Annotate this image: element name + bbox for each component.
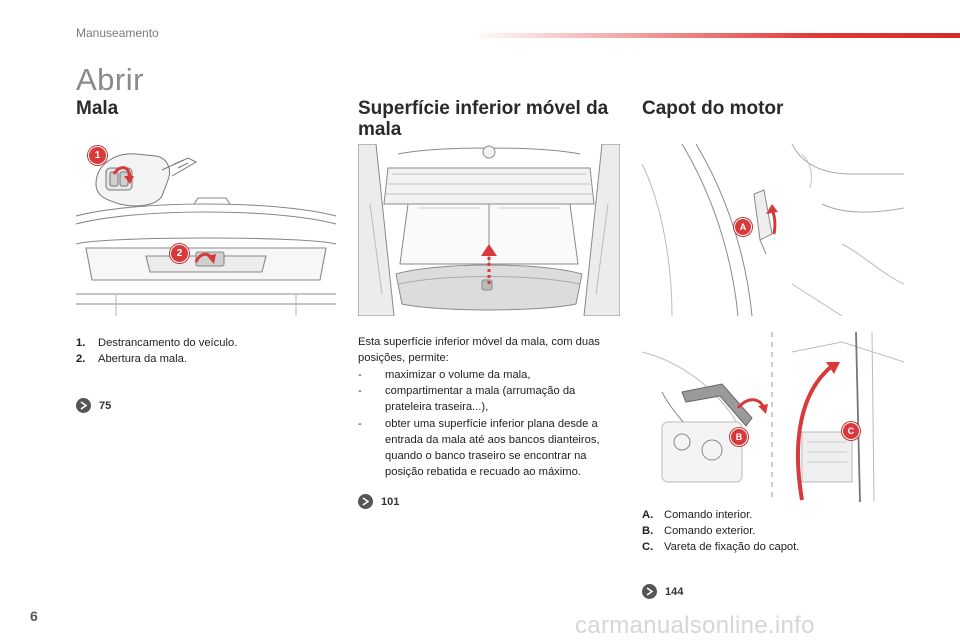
section-header: Manuseamento (76, 26, 159, 40)
callout-2: 2 (170, 244, 189, 263)
floor-illustration (358, 144, 620, 316)
floor-title: Superfície inferior móvel da mala (358, 98, 609, 140)
page-reference-number: 101 (381, 495, 400, 508)
list-item: - maximizar o volume da mala, (358, 369, 531, 381)
floor-intro: Esta superfície inferior móvel da mala, com duas posições, permite: (358, 336, 600, 365)
page-reference-number: 75 (99, 399, 112, 412)
page-reference-icon (76, 398, 91, 413)
list-item: A. Comando interior. (642, 509, 753, 521)
page-number: 6 (30, 608, 38, 624)
page-title: Abrir (76, 62, 144, 97)
list-item: - compartimentar a mala (arrumação da prateleira traseira...), (358, 385, 576, 414)
page-reference-icon (358, 494, 373, 509)
list-item: B. Comando exterior. (642, 525, 756, 538)
bonnet-exterior-illustration (642, 332, 904, 502)
trunk-title: Mala (76, 98, 119, 119)
page-reference-icon (642, 584, 657, 599)
header-accent-bar (470, 33, 960, 38)
bonnet-title: Capot do motor (642, 98, 784, 119)
list-item: - obter uma superfície inferior plana desde a entrada da mala até aos bancos dianteiros, quando o banco traseiro se encontrar na posição rebatida e recuado ao máximo. (358, 417, 600, 479)
list-item: 2. Abertura da mala. (76, 353, 187, 366)
bonnet-interior-illustration (642, 144, 904, 316)
bonnet-list (642, 507, 902, 556)
floor-page-ref[interactable] (358, 494, 399, 509)
callout-a: A (734, 218, 752, 236)
tailgate-drawing (76, 144, 336, 316)
boot-floor-drawing (358, 144, 620, 316)
bonnet-page-ref[interactable] (642, 584, 683, 599)
watermark-text: carmanualsonline.info (575, 612, 815, 639)
interior-release-drawing (642, 144, 904, 316)
exterior-release-drawing (642, 332, 904, 502)
trunk-page-ref[interactable] (76, 398, 111, 413)
trunk-list (76, 335, 326, 367)
page-reference-number: 144 (665, 585, 684, 598)
list-item: 1. Destrancamento do veículo. (76, 337, 238, 349)
callout-b: B (730, 428, 748, 446)
callout-c: C (842, 422, 860, 440)
callout-1: 1 (88, 146, 107, 165)
list-item: C. Vareta de fixação do capot. (642, 541, 800, 554)
floor-list (358, 367, 623, 480)
trunk-illustration (76, 144, 336, 316)
